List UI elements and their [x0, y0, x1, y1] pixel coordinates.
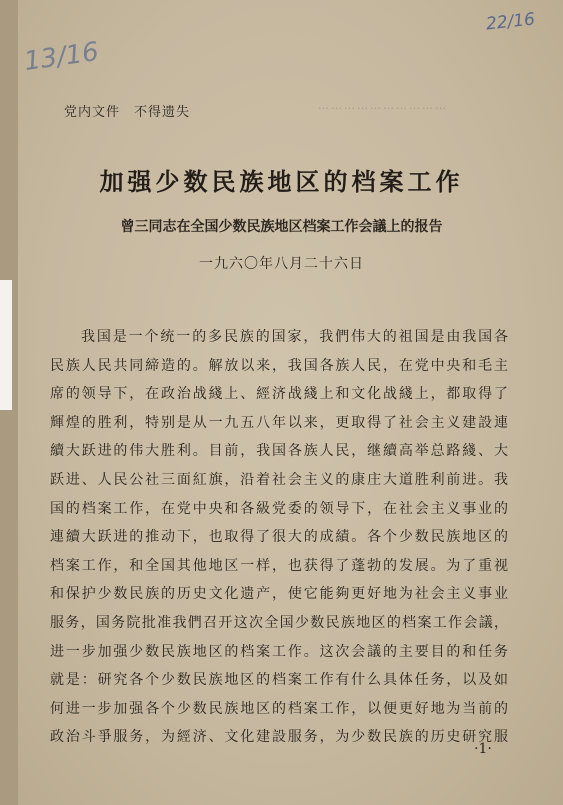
document-date: 一九六〇年八月二十六日: [199, 256, 364, 272]
body-line: 民族人民共同締造的。解放以来，我国各族人民，在党中央和毛主: [50, 357, 508, 374]
paper-tab: [0, 280, 12, 410]
page-number: ·1·: [474, 741, 492, 757]
body-text: [50, 323, 508, 752]
handwritten-page-code: 22/16: [485, 9, 536, 35]
body-line: 連續大跃进的推动下，也取得了很大的成績。各个少数民族地区的: [50, 529, 508, 546]
body-line: 档案工作，和全国其他地区一样，也获得了蓬勃的发展。为了重视: [50, 557, 508, 574]
body-line: 續大跃进的伟大胜利。目前，我国各族人民，继續高举总路綫、大: [50, 443, 508, 460]
body-line: 进一步加强少数民族地区的档案工作。这次会議的主要目的和任务: [50, 643, 508, 660]
body-line: 何进一步加强各个少数民族地区的档案工作，以便更好地为当前的: [50, 700, 508, 717]
body-line: 和保护少数民族的历史文化遗产，使它能夠更好地为社会主义事业: [50, 586, 508, 603]
body-line: 跃进、人民公社三面紅旗，沿着社会主义的康庄大道胜利前进。我: [50, 471, 508, 488]
classification-label: 党内文件 不得遗失: [64, 105, 191, 120]
body-line: 服务，国务院批准我們召开这次全国少数民族地区的档案工作会議，: [50, 614, 508, 631]
body-line: 席的领导下，在政治战綫上、經济战綫上和文化战綫上，都取得了: [50, 386, 508, 403]
body-line: 輝煌的胜利，特别是从一九五八年以来，更取得了社会主义建設連: [50, 414, 508, 431]
body-line: 我国是一个统一的多民族的国家，我們伟大的祖国是由我国各: [81, 329, 508, 345]
bleed-through-text: …………………………: [318, 99, 448, 112]
handwritten-archive-mark: 13/16: [22, 36, 101, 78]
body-line: 就是：研究各个少数民族地区的档案工作有什么具体任务，以及如: [50, 672, 508, 689]
document-title: 加强少数民族地区的档案工作: [99, 168, 464, 196]
body-line: 国的档案工作，在党中央和各級党委的领导下，在社会主义事业的: [50, 500, 508, 517]
document-subtitle: 曾三同志在全国少数民族地区档案工作会議上的报告: [120, 219, 443, 235]
body-line: 政治斗爭服务，为經济、文化建設服务，为少数民族的历史研究服: [50, 729, 508, 746]
